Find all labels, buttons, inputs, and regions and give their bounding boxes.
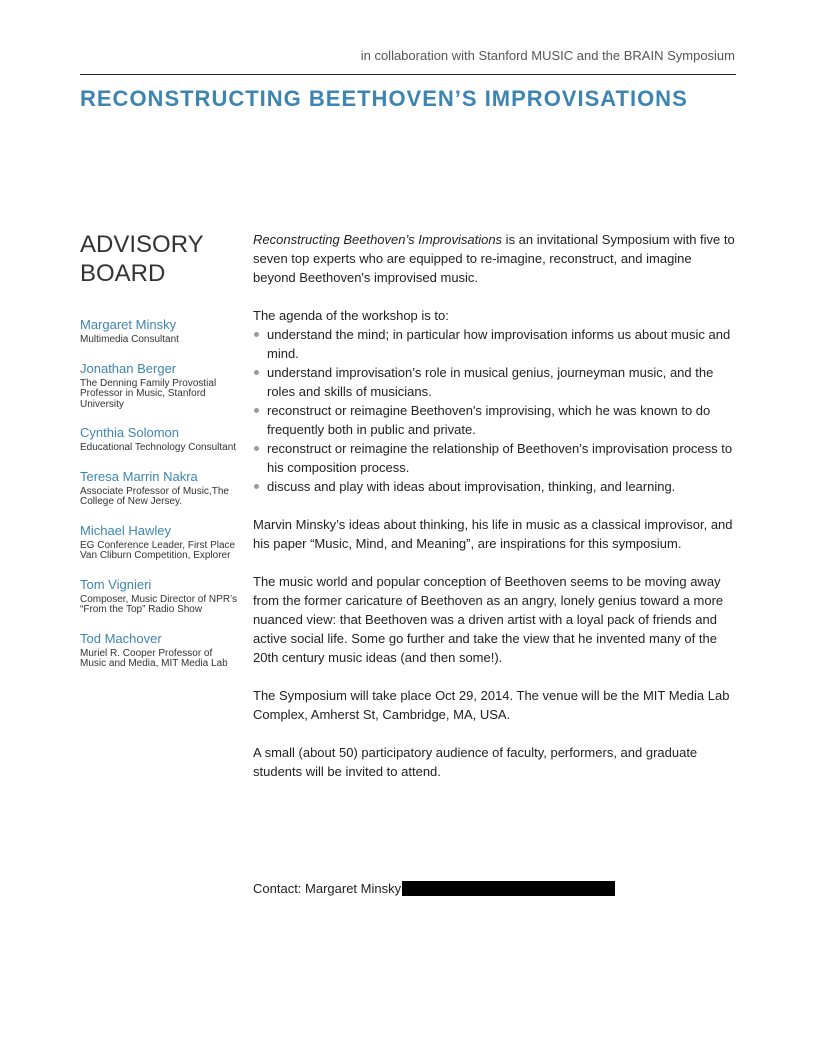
board-member-role: EG Conference Leader, First Place Van Cliburn Competition, Explorer <box>80 539 236 561</box>
board-member-name: Jonathan Berger <box>80 360 177 376</box>
board-member-name: Teresa Marrin Nakra <box>80 468 198 484</box>
board-member <box>80 631 240 670</box>
agenda-item: discuss and play with ideas about improvisation, thinking, and learning. <box>253 477 737 496</box>
board-member-name: Cynthia Solomon <box>80 425 179 440</box>
board-member-name: Tom Vignieri <box>80 576 152 592</box>
board-member-role: Composer, Music Director of NPR’s “From the Top” Radio Show <box>80 593 238 615</box>
board-member <box>80 361 240 411</box>
board-member-role: Multimedia Consultant <box>80 334 179 345</box>
intro-text: is an invitational Symposium with five to seven top experts who are equipped to re-imagine, reconstruct, and imagine beyond Beethoven's improvised music. <box>253 232 735 285</box>
board-member-role: The Denning Family Provostial Professor in Music, Stanford University <box>80 377 217 410</box>
agenda-item: understand improvisation’s role in musical genius, journeyman music, and the roles and skills of musicians. <box>253 363 737 401</box>
board-member <box>80 425 240 454</box>
advisory-board-sidebar <box>80 230 240 685</box>
board-member <box>80 523 240 562</box>
contact-line <box>253 880 615 897</box>
collaboration-note: in collaboration with Stanford MUSIC and the BRAIN Symposium <box>360 48 735 63</box>
board-member-role: Associate Professor of Music,The College of New Jersey. <box>80 485 229 507</box>
advisory-board-heading: ADVISORY BOARD <box>80 231 204 287</box>
intro-title: Reconstructing Beethoven’s Improvisations <box>253 232 503 247</box>
contact-label: Contact: Margaret Minsky <box>253 881 402 896</box>
board-member-name: Michael Hawley <box>80 522 172 538</box>
agenda-list <box>253 325 737 496</box>
intro-paragraph <box>253 230 737 287</box>
agenda-item: reconstruct or reimagine Beethoven's improvising, which he was known to do frequently both in public and private. <box>253 401 737 439</box>
board-member-role: Muriel R. Cooper Professor of Music and Media, MIT Media Lab <box>80 647 228 669</box>
redacted-contact-block <box>402 881 615 896</box>
agenda-item: understand the mind; in particular how improvisation informs us about music and mind. <box>253 325 737 363</box>
board-member <box>80 469 240 508</box>
board-member-name: Tod Machover <box>80 630 162 646</box>
minsky-paragraph: Marvin Minsky’s ideas about thinking, his life in music as a classical improvisor, and his paper “Music, Mind, and Meaning”, are inspirations for this symposium. <box>253 517 733 551</box>
page-title: RECONSTRUCTING BEETHOVEN’S IMPROVISATIONS <box>80 86 688 111</box>
agenda-item: reconstruct or reimagine the relationship of Beethoven’s improvisation process to his composition process. <box>253 439 737 477</box>
board-member <box>80 577 240 616</box>
board-member-name: Margaret Minsky <box>80 317 177 332</box>
board-member-role: Educational Technology Consultant <box>80 442 237 453</box>
board-member <box>80 317 240 346</box>
agenda-lead: The agenda of the workshop is to: <box>253 308 449 323</box>
venue-paragraph: The Symposium will take place Oct 29, 2014. The venue will be the MIT Media Lab Complex, Amherst St, Cambridge, MA, USA. <box>253 688 730 722</box>
main-content <box>253 230 737 800</box>
header-divider <box>80 74 736 75</box>
audience-paragraph: A small (about 50) participatory audience of faculty, performers, and graduate students will be invited to attend. <box>253 745 698 779</box>
beethoven-paragraph: The music world and popular conception of Beethoven seems to be moving away from the former caricature of Beethoven as an angry, lonely genius toward a more nuanced view: that Beethoven was a driven artist with a loyal pack of friends and active social life. Some go further and take the view that he invented many of the 20th century music ideas (and then some!). <box>253 574 724 665</box>
